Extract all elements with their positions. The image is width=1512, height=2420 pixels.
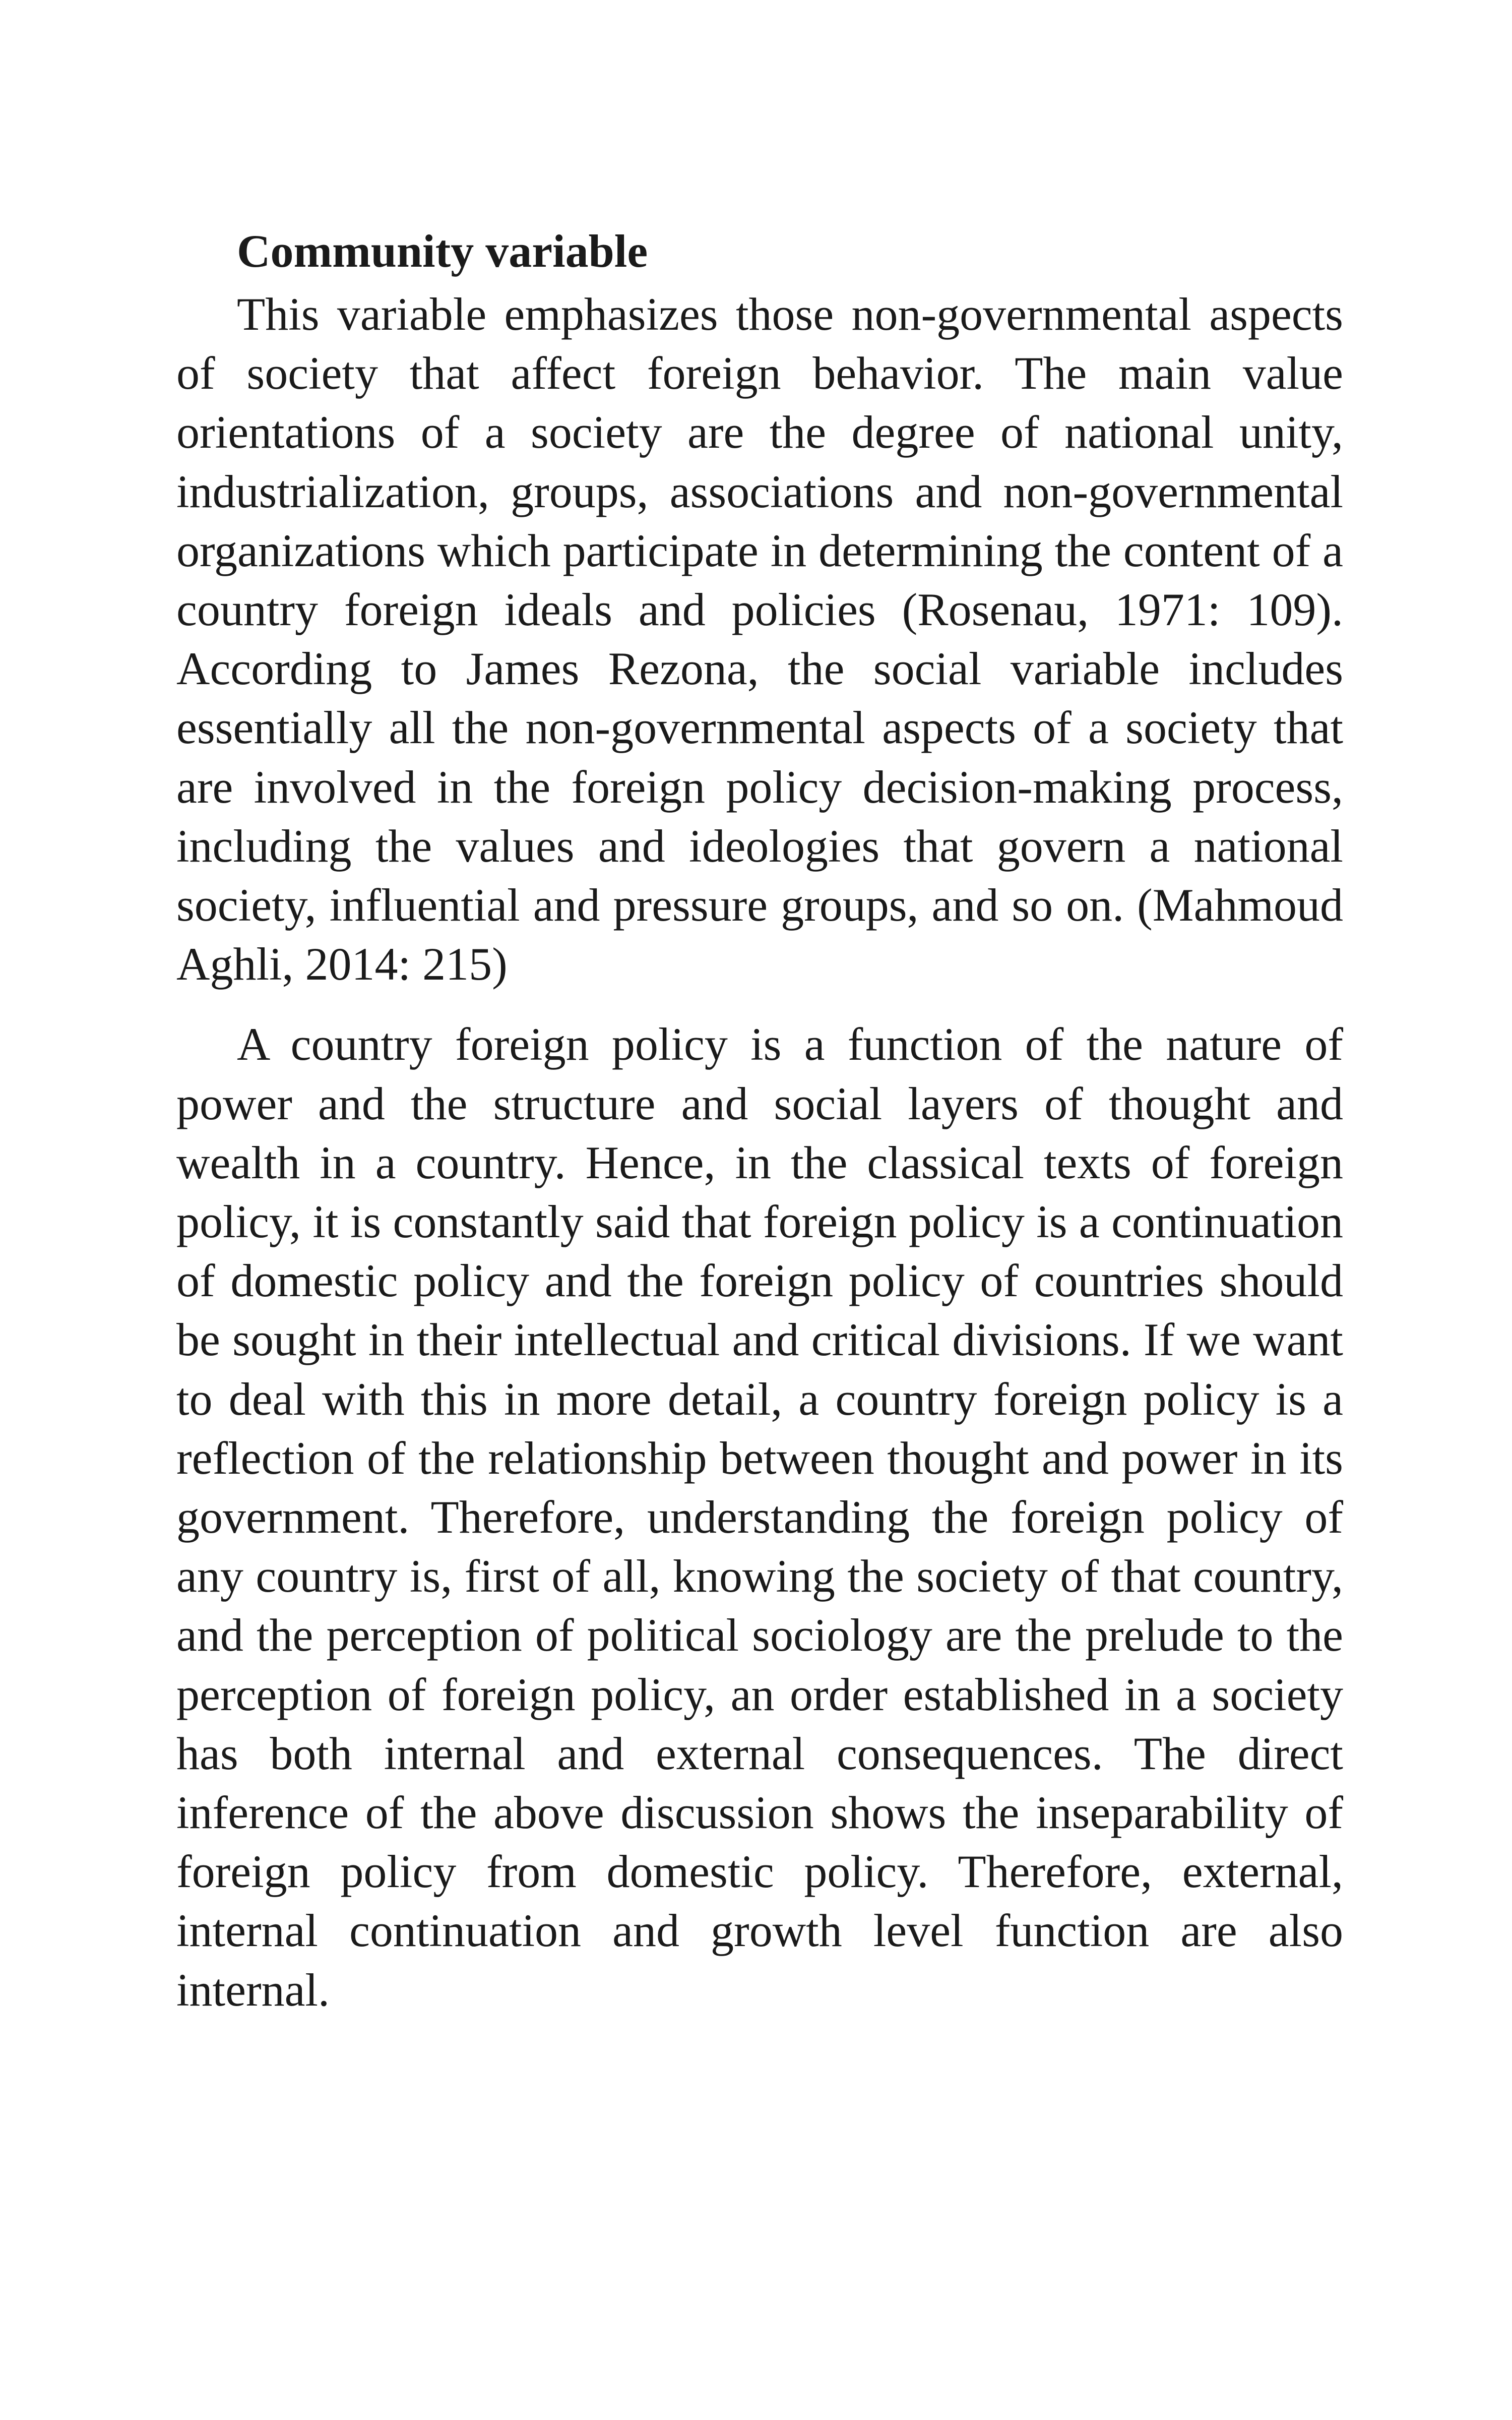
paragraph-1: This variable emphasizes those non-governmental aspects of society that affect foreign behavior. The main value orientations of a society are the degree of national unity, industrialization, groups, associations and non-governmental organizations which participate in determining the content of a country foreign ideals and policies (Rosenau, 1971: 109). According to James Rezona, the social variable includes essentially all the non-governmental aspects of a society that are involved in the foreign policy decision-making process, including the values and ideologies that govern a national society, influential and pressure groups, and so on. (Mahmoud Aghli, 2014: 215)	[176, 288, 1343, 990]
paragraph-2: A country foreign policy is a function of the nature of power and the structure and social layers of thought and wealth in a country. Hence, in the classical texts of foreign policy, it is constantly said that foreign policy is a continuation of domestic policy and the foreign policy of countries should be sought in their intellectual and critical divisions. If we want to deal with this in more detail, a country foreign policy is a reflection of the relationship between thought and power in its government. Therefore, understanding the foreign policy of any country is, first of all, knowing the society of that country, and the perception of political sociology are the prelude to the perception of foreign policy, an order established in a society has both internal and external consequences. The direct inference of the above discussion shows the inseparability of foreign policy from domestic policy. Therefore, external, internal continuation and growth level function are also internal.	[176, 1018, 1343, 2016]
document-page	[176, 222, 1343, 2020]
section-heading: Community variable	[237, 225, 648, 277]
